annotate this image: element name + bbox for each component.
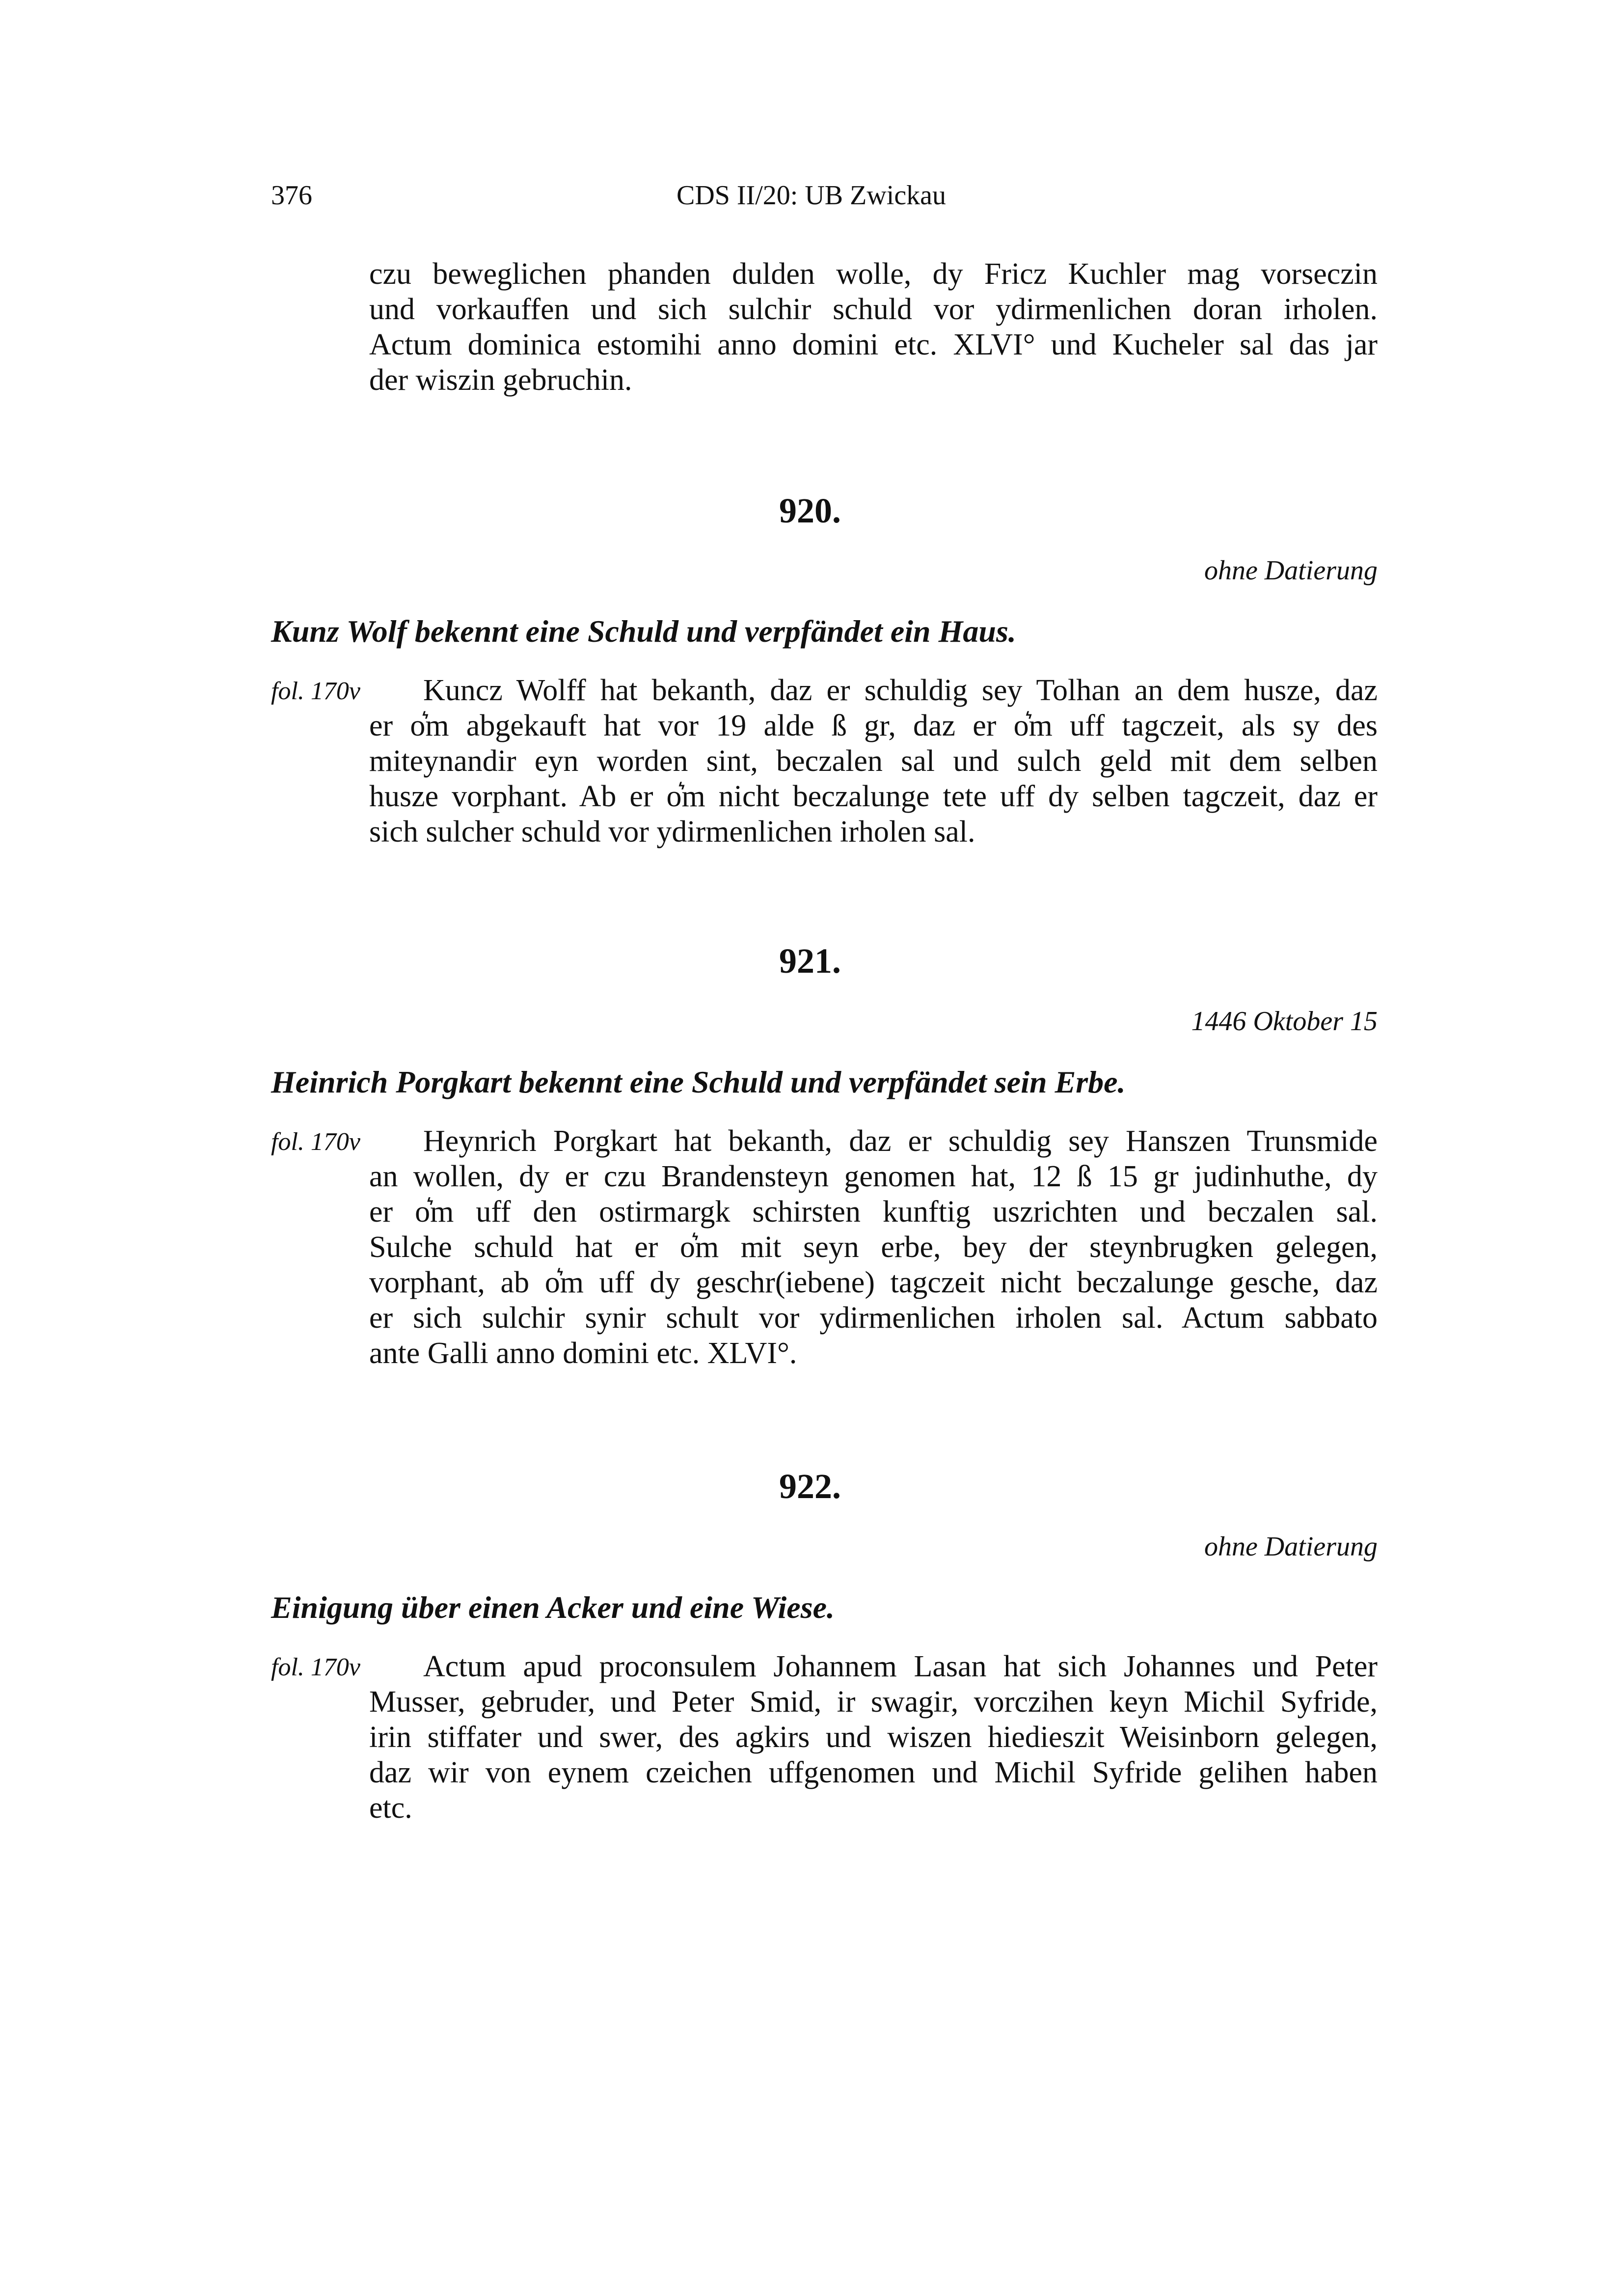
text-line: Kuncz Wolff hat bekanth, daz er schuldig sey Tolhan an dem husze, daz [423,674,1378,707]
text-line: er o͛m uff den ostirmargk schirsten kunftig uszrichten und beczalen sal. [369,1195,1378,1229]
text-line: Heynrich Porgkart hat bekanth, daz er schuldig sey Hanszen Trunsmide [423,1124,1378,1158]
text-line: irin stiffater und swer, des agkirs und wiszen hiedieszit Weisinborn gelegen, [369,1721,1378,1754]
entry-regest-heading: Heinrich Porgkart bekennt eine Schuld und verpfändet sein Erbe. [271,1065,1126,1099]
text-line: daz wir von eynem czeichen uffgenomen und Michil Syfride gelihen haben [369,1756,1378,1789]
entry-text [369,673,1378,849]
text-line: Musser, gebruder, und Peter Smid, ir swagir, vorczihen keyn Michil Syfride, [369,1685,1378,1719]
entry-dating: 1446 Oktober 15 [1191,1006,1378,1037]
entry-regest-heading: Kunz Wolf bekennt eine Schuld und verpfändet ein Haus. [271,614,1016,649]
entry-dating: ohne Datierung [1204,1531,1378,1562]
folio-reference: fol. 170v [271,677,360,705]
entry-text [369,1123,1378,1371]
text-line: an wollen, dy er czu Brandensteyn genomen hat, 12 ß 15 gr judinhuthe, dy [369,1160,1378,1193]
text-line: sich sulcher schuld vor ydirmenlichen irholen sal. [369,815,975,848]
entry-number: 922. [779,1467,841,1506]
folio-reference: fol. 170v [271,1653,360,1681]
entry-text [369,1649,1378,1826]
text-line: und vorkauffen und sich sulchir schuld vor ydirmenlichen doran irholen. [369,293,1378,326]
text-line: er sich sulchir synir schult vor ydirmenlichen irholen sal. Actum sabbato [369,1301,1378,1335]
text-line: husze vorphant. Ab er o͛m nicht beczalunge tete uff dy selben tagczeit, daz er [369,780,1378,813]
text-line: Actum apud proconsulem Johannem Lasan hat sich Johannes und Peter [423,1650,1378,1683]
text-line: Sulche schuld hat er o͛m mit seyn erbe, bey der steynbrugken gelegen, [369,1230,1378,1264]
running-title: CDS II/20: UB Zwickau [676,180,947,211]
text-line: etc. [369,1791,412,1825]
text-line: er o͛m abgekauft hat vor 19 alde ß gr, daz er o͛m uff tagczeit, als sy des [369,709,1378,742]
entry-regest-heading: Einigung über einen Acker und eine Wiese. [271,1590,835,1625]
text-line: ante Galli anno domini etc. XLVI°. [369,1337,797,1370]
page-number: 376 [271,180,312,211]
entry-number: 920. [779,491,841,530]
entry-dating: ohne Datierung [1204,555,1378,586]
text-line: Actum dominica estomihi anno domini etc. XLVI° und Kucheler sal das jar [369,328,1378,361]
entry-number: 921. [779,941,841,981]
text-line: miteynandir eyn worden sint, beczalen sal und sulch geld mit dem selben [369,744,1378,778]
text-line: czu beweglichen phanden dulden wolle, dy Fricz Kuchler mag vorseczin [369,257,1378,291]
folio-reference: fol. 170v [271,1128,360,1156]
continuation-paragraph [369,256,1378,398]
text-line: der wiszin gebruchin. [369,363,632,397]
text-line: vorphant, ab o͛m uff dy geschr(iebene) tagczeit nicht beczalunge gesche, daz [369,1266,1378,1299]
